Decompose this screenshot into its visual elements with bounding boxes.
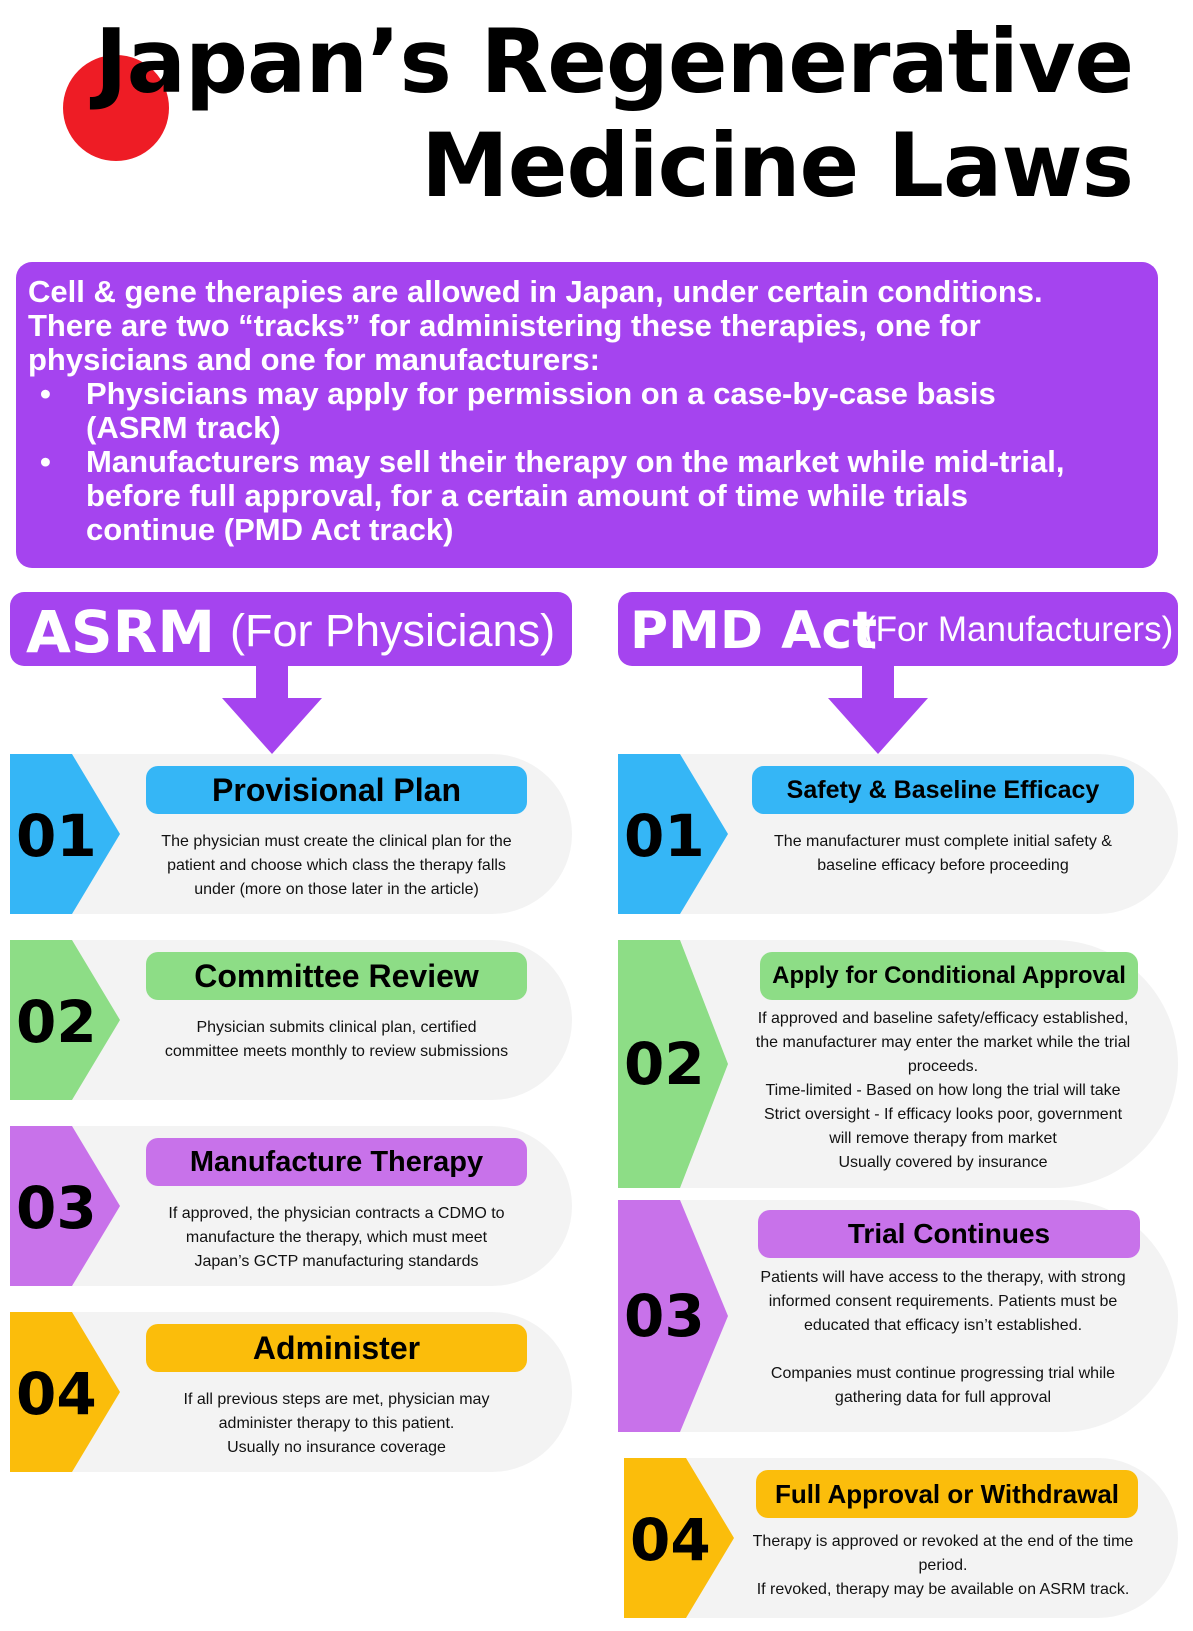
page-title-line-2: Medicine Laws <box>421 114 1133 217</box>
asrm-step-01 <box>10 754 572 914</box>
pmd-step-03 <box>618 1200 1178 1432</box>
asrm-track-label: (For Physicians) <box>230 605 556 656</box>
step-number: 02 <box>624 1030 705 1098</box>
pmd-track-label: (For Manufacturers) <box>864 610 1174 649</box>
intro-bullet-pmd <box>28 445 1146 547</box>
intro-bullet-pmd-line-1: • Manufacturers may sell their therapy on the market while mid-trial, <box>86 444 1065 479</box>
asrm-step-04 <box>10 1312 572 1472</box>
step-heading: Trial Continues <box>758 1210 1140 1258</box>
step-heading: Manufacture Therapy <box>146 1138 527 1186</box>
step-heading: Full Approval or Withdrawal <box>756 1470 1138 1518</box>
step-number: 03 <box>16 1174 97 1242</box>
asrm-step-03 <box>10 1126 572 1286</box>
step-number: 01 <box>624 802 705 870</box>
pmd-step-04 <box>624 1458 1178 1618</box>
step-description: If all previous steps are met, physician may administer therapy to this patient. Usually no insurance coverage <box>183 1391 490 1456</box>
step-description: Therapy is approved or revoked at the end of the time period. If revoked, therapy may be available on ASRM track. <box>752 1533 1134 1598</box>
step-number: 01 <box>16 802 97 870</box>
asrm-down-arrow-icon <box>222 666 322 754</box>
intro-bullet-asrm <box>28 377 1146 445</box>
step-description: The physician must create the clinical plan for the patient and choose which class the therapy falls under (more on those later in the article) <box>161 833 512 898</box>
step-description: Physician submits clinical plan, certified committee meets monthly to review submissions <box>164 1019 509 1060</box>
pmd-step-01 <box>618 754 1178 914</box>
step-description: If approved and baseline safety/efficacy established, the manufacturer may enter the market while the trial proceeds. Time-limited - Based on how long the trial will take Strict oversight - If efficacy looks poor, government will remove therapy from market Usually covered by insurance <box>755 1010 1131 1171</box>
intro-line-1: Cell & gene therapies are allowed in Japan, under certain conditions. <box>28 274 1043 309</box>
step-description: Patients will have access to the therapy, with strong informed consent requirements. Patients must be educated that efficacy isn’t established. Companies must continue progressing trial while gathering data for full approval <box>760 1269 1126 1406</box>
step-heading: Administer <box>146 1324 527 1372</box>
intro-bullet-pmd-line-3: continue (PMD Act track) <box>86 512 454 547</box>
pmd-track-code: PMD Act <box>630 601 878 661</box>
intro-bullet-asrm-line-2: (ASRM track) <box>86 410 281 445</box>
intro-bullet-list <box>28 377 1146 547</box>
intro-bullet-asrm-line-1: • Physicians may apply for permission on a case-by-case basis <box>86 376 996 411</box>
step-heading: Safety & Baseline Efficacy <box>752 766 1134 814</box>
pmd-step-02 <box>618 940 1178 1188</box>
step-number: 03 <box>624 1282 705 1350</box>
step-number: 02 <box>16 988 97 1056</box>
asrm-track-code: ASRM <box>26 598 216 666</box>
asrm-step-02 <box>10 940 572 1100</box>
step-number: 04 <box>630 1506 711 1574</box>
step-description: If approved, the physician contracts a CDMO to manufacture the therapy, which must meet Japan’s GCTP manufacturing standards <box>168 1205 505 1270</box>
step-heading: Apply for Conditional Approval <box>760 952 1138 1000</box>
page-title-line-1: Japan’s Regenerative <box>94 10 1133 113</box>
pmd-track-header <box>618 592 1178 666</box>
step-heading: Provisional Plan <box>146 766 527 814</box>
step-heading: Committee Review <box>146 952 527 1000</box>
intro-line-3: physicians and one for manufacturers: <box>28 342 600 377</box>
step-description: The manufacturer must complete initial safety & baseline efficacy before proceeding <box>774 833 1112 874</box>
intro-box <box>16 262 1158 568</box>
step-number: 04 <box>16 1360 97 1428</box>
asrm-track-header <box>10 592 572 666</box>
intro-bullet-pmd-line-2: before full approval, for a certain amount of time while trials <box>86 478 968 513</box>
pmd-down-arrow-icon <box>828 666 928 754</box>
intro-line-2: There are two “tracks” for administering these therapies, one for <box>28 308 981 343</box>
